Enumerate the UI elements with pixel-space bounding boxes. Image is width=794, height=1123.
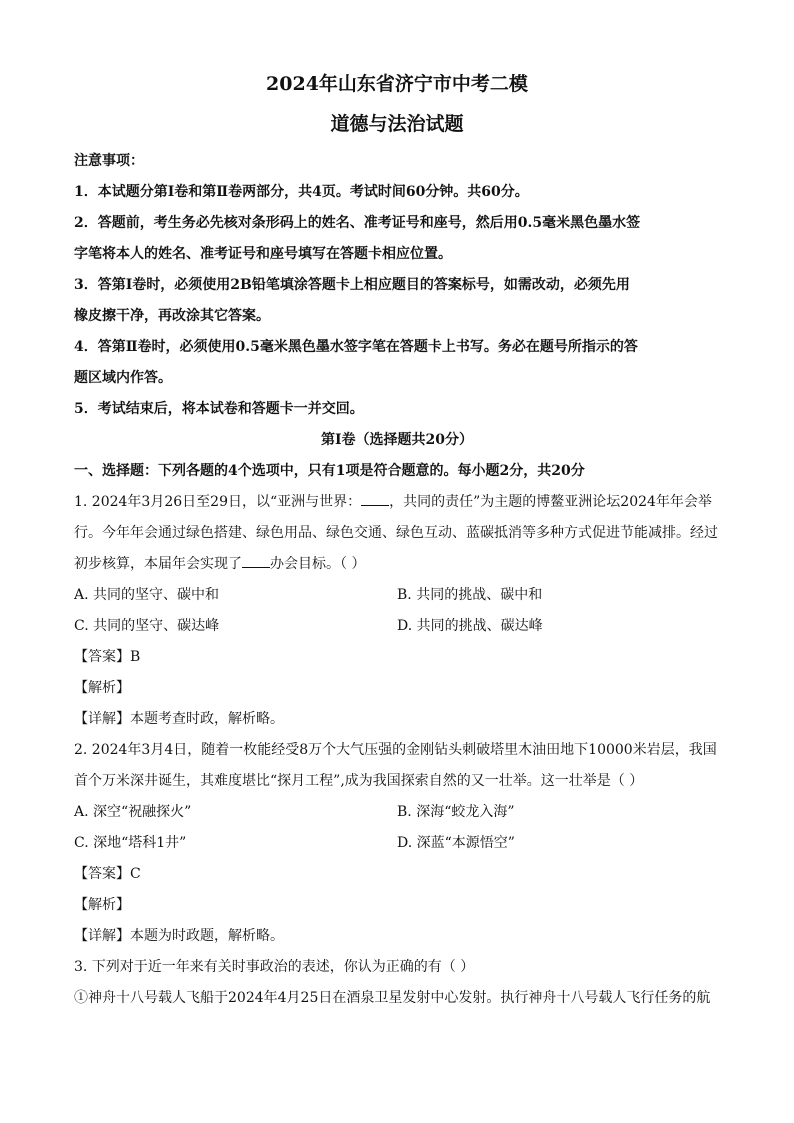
detail-line [74, 921, 720, 952]
option-c: C. 深地“塔科1井” [74, 835, 187, 851]
notice-heading: 注意事项： [74, 153, 144, 169]
notice-item: 5．考试结束后，将本试卷和答题卡一并交回。 [74, 401, 364, 417]
option-b: B. 深海“蛟龙入海” [397, 804, 515, 820]
option-d: D. 深蓝“本源悟空” [397, 835, 515, 851]
answer-line [74, 642, 720, 673]
answer-line [74, 859, 720, 890]
notice-block [74, 146, 720, 425]
question-text: 首个万米深井诞生，其难度堪比“探月工程”,成为我国探索自然的又一壮举。这一壮举是（ ） [74, 773, 644, 789]
question-text: 行。今年年会通过绿色搭建、绿色用品、绿色交通、绿色互动、蓝碳抵消等多种方式促进节能减排。经过 [74, 525, 718, 541]
answer-value: B [130, 649, 141, 665]
notice-item: 题区域内作答。 [74, 370, 172, 386]
option-a: A. 深空“祝融探火” [74, 804, 192, 820]
question-text: 1. 2024年3月26日至29日，以“亚洲与世界： ，共同的责任”为主题的博鳌亚洲论坛2024年年会举 [74, 494, 712, 510]
question-text: 2. 2024年3月4日，随着一枚能经受8万个大气压强的金刚钻头刺破塔里木油田地下10000米岩层，我国 [74, 742, 717, 758]
section-title: 第Ⅰ卷（选择题共20分） [320, 432, 474, 448]
question-2 [74, 735, 720, 952]
detail-text: 本题考查时政，解析略。 [130, 711, 284, 727]
notice-item: 字笔将本人的姓名、准考证号和座号填写在答题卡相应位置。 [74, 246, 452, 262]
fill-blank [361, 493, 389, 506]
notice-item: 2．答题前，考生务必先核对条形码上的姓名、准考证号和座号，然后用0.5毫米黑色墨水签 [74, 215, 641, 231]
option-b: B. 共同的挑战、碳中和 [397, 587, 543, 603]
option-d: D. 共同的挑战、碳达峰 [397, 618, 543, 634]
question-text: 初步核算，本届年会实现了 办会目标。（ ） [74, 556, 366, 572]
section-instruction: 一、选择题：下列各题的4个选项中，只有1项是符合题意的。每小题2分，共20分 [74, 463, 585, 479]
notice-item: 4．答第Ⅱ卷时，必须使用0.5毫米黑色墨水签字笔在答题卡上书写。务必在题号所指示的答 [74, 339, 638, 355]
question-1 [74, 487, 720, 735]
option-list [74, 580, 720, 642]
notice-item: 橡皮擦干净，再改涂其它答案。 [74, 308, 270, 324]
detail-text: 本题为时政题，解析略。 [130, 928, 284, 944]
fill-blank [242, 555, 270, 568]
analysis-label: 【解析】 [74, 680, 130, 696]
notice-item: 1．本试题分第Ⅰ卷和第Ⅱ卷两部分，共4页。考试时间60分钟。共60分。 [74, 184, 529, 200]
answer-label: 【答案】 [74, 649, 130, 665]
option-a: A. 共同的坚守、碳中和 [74, 587, 220, 603]
detail-label: 【详解】 [74, 711, 130, 727]
exam-title: 2024年山东省济宁市中考二模 [266, 73, 528, 95]
detail-label: 【详解】 [74, 928, 130, 944]
option-c: C. 共同的坚守、碳达峰 [74, 618, 220, 634]
detail-line [74, 704, 720, 735]
answer-label: 【答案】 [74, 866, 130, 882]
option-list [74, 797, 720, 859]
notice-item: 3．答第Ⅰ卷时，必须使用2B铅笔填涂答题卡上相应题目的答案标号，如需改动，必须先用 [74, 277, 630, 293]
answer-value: C [130, 866, 141, 882]
exam-subject: 道德与法治试题 [330, 113, 464, 135]
question-text: 3. 下列对于近一年来有关时事政治的表述，你认为正确的有（ ） [74, 959, 475, 975]
question-3 [74, 952, 720, 1014]
analysis-label: 【解析】 [74, 897, 130, 913]
question-text: ①神舟十八号载人飞船于2024年4月25日在酒泉卫星发射中心发射。执行神舟十八号载人飞行任务的航 [74, 990, 711, 1006]
